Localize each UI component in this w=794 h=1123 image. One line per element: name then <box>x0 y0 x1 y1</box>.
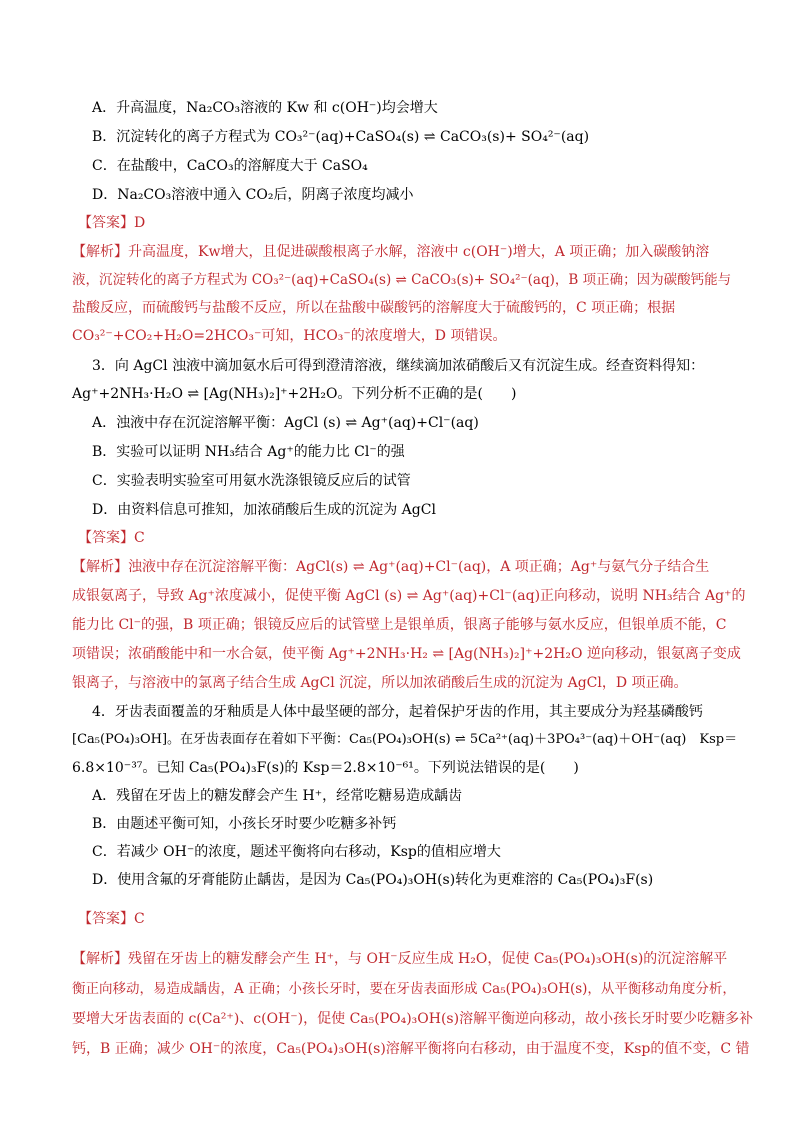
q3-option-c: C．实验表明实验室可用氨水洗涤银镜反应后的试管 <box>92 473 411 489</box>
q2-option-a: A．升高温度，Na₂CO₃溶液的 Kw 和 c(OH⁻)均会增大 <box>92 100 438 116</box>
q3-analysis-line-3: 能力比 Cl⁻的强，B 项正确；银镜反应后的试管壁上是银单质，银离子能够与氨水反应，但银单质不能，C <box>72 617 727 633</box>
q3-analysis-line-5: 银离子，与溶液中的氯离子结合生成 AgCl 沉淀，所以加浓硝酸后生成的沉淀为 AgCl，D 项正确。 <box>72 675 688 691</box>
q2-answer-label: 【答案】D <box>78 215 146 231</box>
q3-option-b: B．实验可以证明 NH₃结合 Ag⁺的能力比 Cl⁻的强 <box>92 444 405 460</box>
q4-option-d: D．使用含氟的牙膏能防止龋齿，是因为 Ca₅(PO₄)₃OH(s)转化为更难溶的 Ca₅(PO₄)₃F(s) <box>92 872 654 888</box>
q4-analysis-line-4: 钙，B 正确；减少 OH⁻的浓度，Ca₅(PO₄)₃OH(s)溶解平衡将向右移动，由于温度不变，Ksp的值不变，C 错 <box>72 1041 750 1057</box>
q4-option-c: C．若减少 OH⁻的浓度，题述平衡将向右移动，Ksp的值相应增大 <box>92 844 501 860</box>
q3-analysis-line-1: 【解析】浊液中存在沉淀溶解平衡：AgCl(s) ⇌ Ag⁺(aq)+Cl⁻(aq)，A 项正确；Ag⁺与氨气分子结合生 <box>72 559 710 575</box>
q4-option-a: A．残留在牙齿上的糖发酵会产生 H⁺，经常吃糖易造成龋齿 <box>92 788 463 804</box>
q3-answer-label: 【答案】C <box>78 530 145 546</box>
q2-analysis-line-3: 盐酸反应，而硫酸钙与盐酸不反应，所以在盐酸中碳酸钙的溶解度大于硫酸钙的，C 项正确；根据 <box>72 300 676 316</box>
q2-option-d: D．Na₂CO₃溶液中通入 CO₂后，阴离子浓度均减小 <box>92 187 414 203</box>
q4-answer-label: 【答案】C <box>78 911 145 927</box>
q2-analysis-line-1: 【解析】升高温度，Kw增大，且促进碳酸根离子水解，溶液中 c(OH⁻)增大，A 项正确；加入碳酸钠溶 <box>72 244 710 260</box>
q3-stem-line-2: Ag⁺+2NH₃·H₂O ⇌ [Ag(NH₃)₂]⁺+2H₂O。下列分析不正确的是( ) <box>72 386 517 402</box>
q4-option-b: B．由题述平衡可知，小孩长牙时要少吃糖多补钙 <box>92 816 397 832</box>
q3-analysis-line-4: 项错误；浓硝酸能中和一水合氨，使平衡 Ag⁺+2NH₃·H₂ ⇌ [Ag(NH₃)₂]⁺+2H₂O 逆向移动，银氨离子变成 <box>72 646 741 662</box>
q3-stem-line-1: 3．向 AgCl 浊液中滴加氨水后可得到澄清溶液，继续滴加浓硝酸后又有沉淀生成。经查资料得知： <box>92 358 705 374</box>
q3-option-d: D．由资料信息可推知，加浓硝酸后生成的沉淀为 AgCl <box>92 502 436 518</box>
q4-stem-line-3: 6.8×10⁻³⁷。已知 Ca₅(PO₄)₃F(s)的 Ksp＝2.8×10⁻⁶¹。下列说法错误的是( ) <box>72 760 579 776</box>
q4-stem-line-2: [Ca₅(PO₄)₃OH]。在牙齿表面存在着如下平衡：Ca₅(PO₄)₃OH(s) ⇌ 5Ca²⁺(aq)＋3PO₄³⁻(aq)＋OH⁻(aq) Ksp＝ <box>72 732 738 747</box>
q2-option-b: B．沉淀转化的离子方程式为 CO₃²⁻(aq)+CaSO₄(s) ⇌ CaCO₃(s)+ SO₄²⁻(aq) <box>92 129 590 145</box>
q4-analysis-line-3: 要增大牙齿表面的 c(Ca²⁺)、c(OH⁻)，促使 Ca₅(PO₄)₃OH(s)溶解平衡逆向移动，故小孩长牙时要少吃糖多补 <box>72 1011 754 1027</box>
q4-analysis-line-1: 【解析】残留在牙齿上的糖发酵会产生 H⁺，与 OH⁻反应生成 H₂O，促使 Ca₅(PO₄)₃OH(s)的沉淀溶解平 <box>72 951 728 967</box>
q4-stem-line-1: 4．牙齿表面覆盖的牙釉质是人体中最坚硬的部分，起着保护牙齿的作用，其主要成分为羟基磷酸钙 <box>92 704 703 720</box>
q2-analysis-line-4: CO₃²⁻+CO₂+H₂O=2HCO₃⁻可知，HCO₃⁻的浓度增大，D 项错误。 <box>72 328 507 344</box>
q3-analysis-line-2: 成银氨离子，导致 Ag⁺浓度减小，促使平衡 AgCl (s) ⇌ Ag⁺(aq)+Cl⁻(aq)正向移动，说明 NH₃结合 Ag⁺的 <box>72 588 746 604</box>
q2-option-c: C．在盐酸中，CaCO₃的溶解度大于 CaSO₄ <box>92 158 368 174</box>
q2-analysis-line-2: 液，沉淀转化的离子方程式为 CO₃²⁻(aq)+CaSO₄(s) ⇌ CaCO₃(s)+ SO₄²⁻(aq)，B 项正确；因为碳酸钙能与 <box>72 272 732 288</box>
q4-analysis-line-2: 衡正向移动，易造成龋齿，A 正确；小孩长牙时，要在牙齿表面形成 Ca₅(PO₄)₃OH(s)，从平衡移动角度分析， <box>72 981 736 997</box>
q3-option-a: A．浊液中存在沉淀溶解平衡：AgCl (s) ⇌ Ag⁺(aq)+Cl⁻(aq) <box>92 415 479 431</box>
